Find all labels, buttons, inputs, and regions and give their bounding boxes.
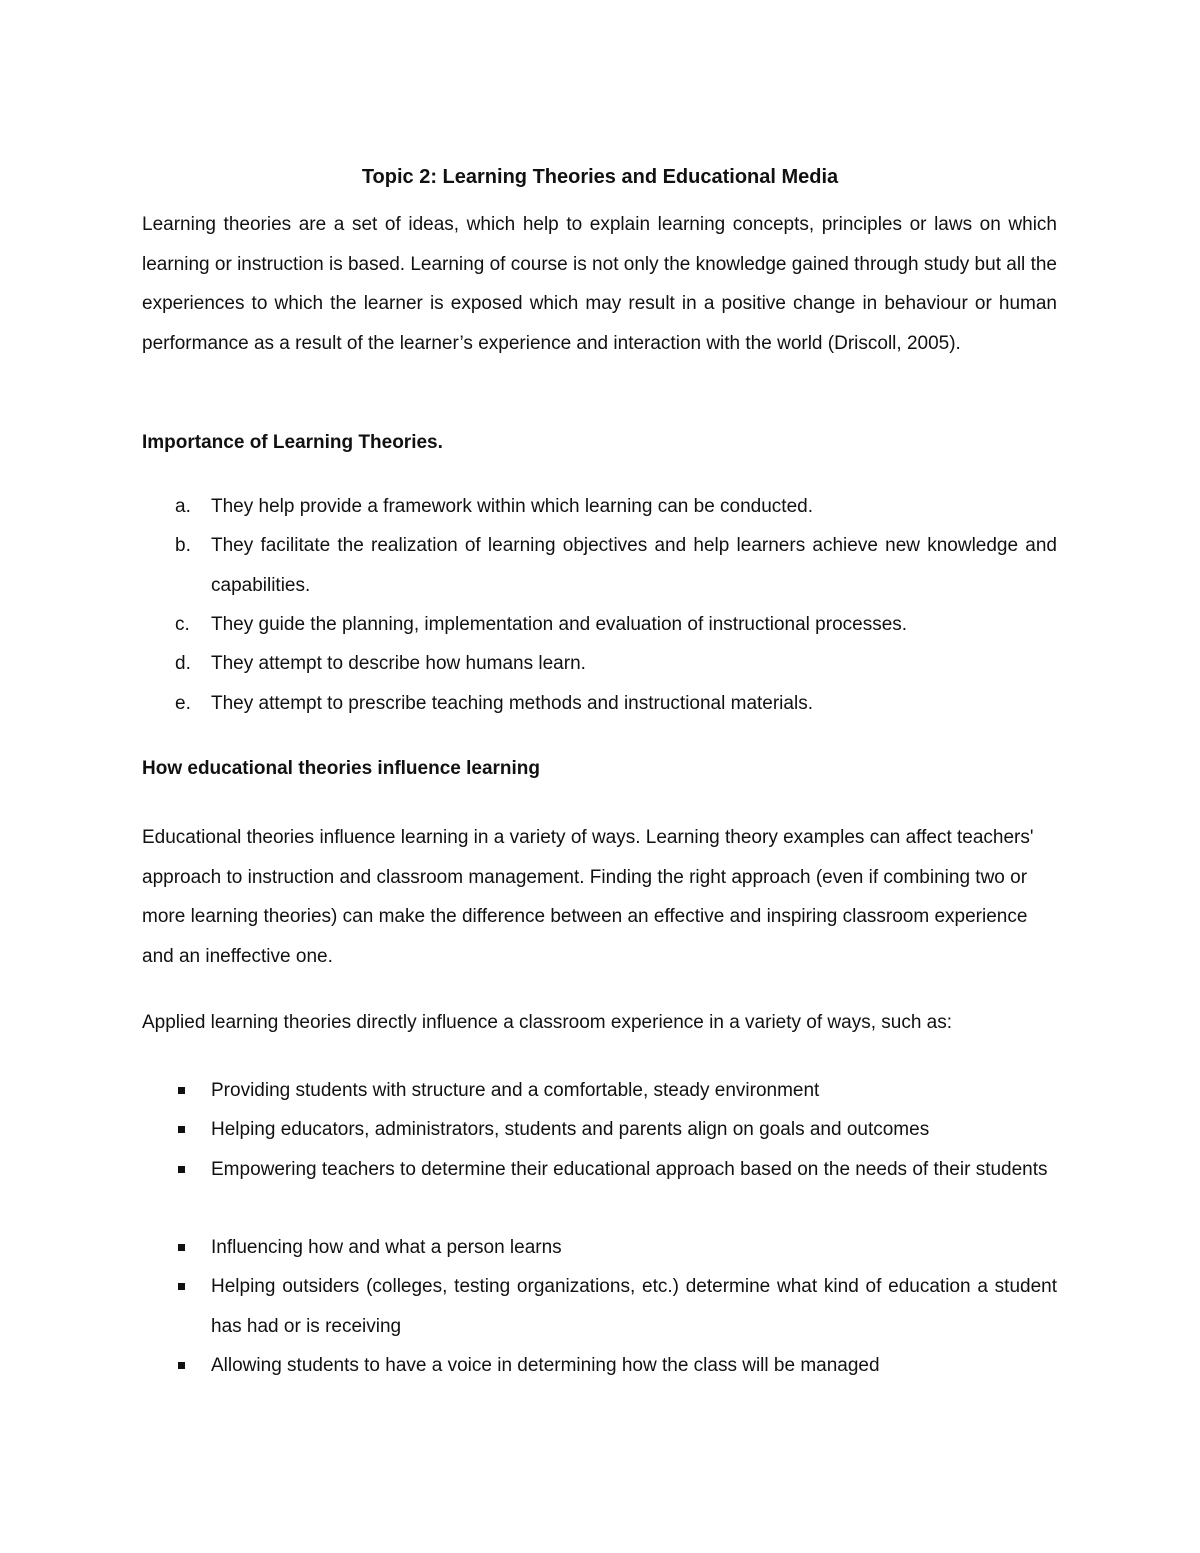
influence-paragraph: Educational theories influence learning in a variety of ways. Learning theory examples can affect teachers' approach to instruction and classroom management. Finding the right approach (even if combining two or more learning theories) can make the difference between an effective and inspiring classroom experience and an ineffective one.	[142, 827, 1034, 967]
bullet-item	[142, 1346, 1057, 1386]
importance-item-b	[142, 526, 1057, 605]
bullet-item	[142, 1071, 1057, 1111]
bullet-item	[142, 1110, 1057, 1150]
bullet-item-text: Helping educators, administrators, students and parents align on goals and outcomes	[211, 1119, 930, 1140]
importance-heading: Importance of Learning Theories.	[142, 432, 443, 453]
bullet-square-icon	[178, 1244, 185, 1251]
bullet-item-text: Influencing how and what a person learns	[211, 1237, 562, 1258]
bullet-square-icon	[178, 1087, 185, 1094]
document-title: Topic 2: Learning Theories and Educational Media	[361, 166, 839, 188]
influence-heading: How educational theories influence learning	[142, 758, 541, 779]
importance-item-a	[142, 487, 1057, 527]
list-marker: b.	[175, 535, 191, 556]
list-item-text: They attempt to prescribe teaching methods and instructional materials.	[211, 693, 813, 714]
list-marker: e.	[175, 693, 191, 714]
applied-intro-paragraph: Applied learning theories directly influence a classroom experience in a variety of ways, such as:	[142, 1012, 953, 1033]
list-item-text: They help provide a framework within which learning can be conducted.	[211, 496, 813, 517]
bullet-square-icon	[178, 1166, 185, 1173]
bullet-item-text: Helping outsiders (colleges, testing organizations, etc.) determine what kind of education a student has had or is receiving	[211, 1276, 1057, 1337]
importance-item-e	[142, 684, 1057, 724]
bullet-item-text: Allowing students to have a voice in determining how the class will be managed	[211, 1355, 880, 1376]
importance-item-d	[142, 644, 1057, 684]
list-item-text: They facilitate the realization of learning objectives and help learners achieve new knowledge and capabilities.	[211, 535, 1057, 596]
bullet-item	[142, 1150, 1057, 1190]
list-item-text: They guide the planning, implementation and evaluation of instructional processes.	[211, 614, 908, 635]
bullet-item-text: Empowering teachers to determine their educational approach based on the needs of their students	[211, 1159, 1048, 1180]
list-marker: c.	[175, 614, 190, 635]
list-marker: a.	[175, 496, 191, 517]
list-item-text: They attempt to describe how humans learn.	[211, 653, 586, 674]
bullet-square-icon	[178, 1126, 185, 1133]
bullet-item	[142, 1267, 1057, 1346]
bullet-item	[142, 1228, 1057, 1268]
intro-paragraph: Learning theories are a set of ideas, which help to explain learning concepts, principles or laws on which learning or instruction is based. Learning of course is not only the knowledge gained through study but all the experiences to which the learner is exposed which may result in a positive change in behaviour or human performance as a result of the learner’s experience and interaction with the world (Driscoll, 2005).	[142, 214, 1057, 354]
bullet-square-icon	[178, 1362, 185, 1369]
bullet-item-text: Providing students with structure and a comfortable, steady environment	[211, 1080, 820, 1101]
importance-item-c	[142, 605, 1057, 645]
list-marker: d.	[175, 653, 191, 674]
bullet-square-icon	[178, 1283, 185, 1290]
